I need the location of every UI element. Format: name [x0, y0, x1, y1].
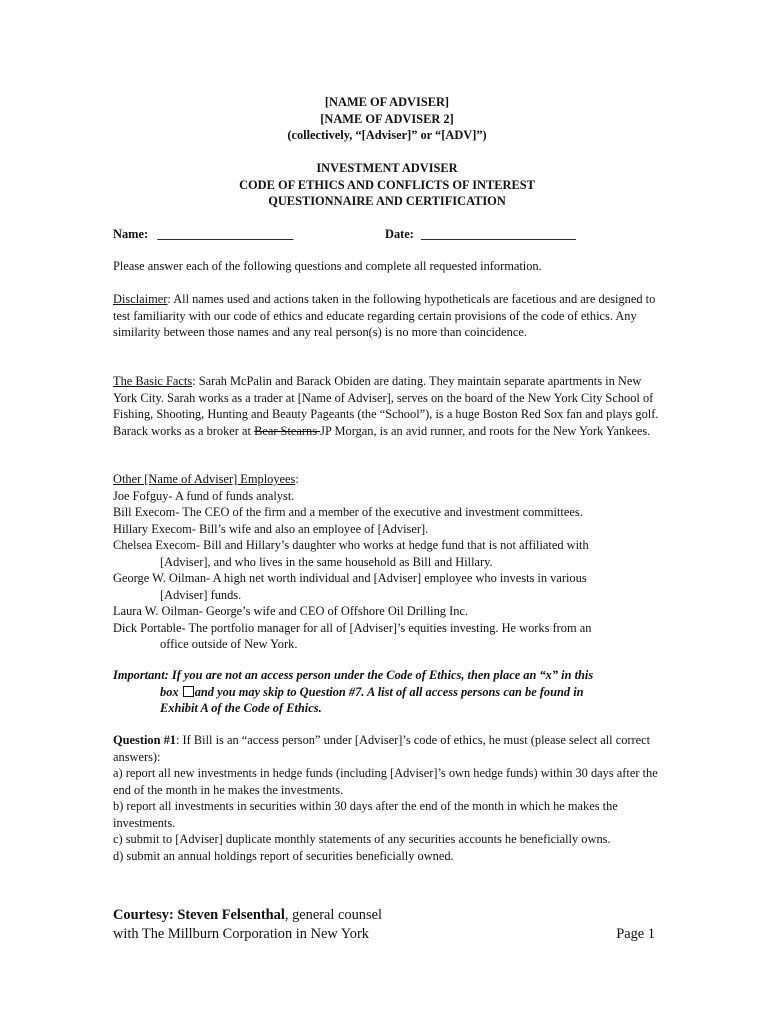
important-skip-text: and you may skip to Question #7. A list of all access persons can be found in — [194, 684, 584, 699]
document-header — [113, 94, 661, 144]
question-1 — [113, 732, 661, 864]
important-box-text: box — [160, 684, 182, 699]
name-label: Name: — [113, 227, 149, 241]
disclaimer-text: : All names used and actions taken in the following hypotheticals are facetious and are designed to test familiarity with our code of ethics and educate regarding certain provisions of the code of ethics. Any similarity between those names and any real person(s) is no more than coincidence. — [113, 292, 656, 339]
checkbox[interactable] — [183, 686, 194, 697]
courtesy-label: Courtesy: Steven Felsenthal — [113, 907, 285, 923]
footer-company: with The Millburn Corporation in New York — [113, 926, 369, 942]
employees-label: Other [Name of Adviser] Employees — [113, 472, 296, 486]
important-line-2 — [113, 684, 661, 701]
disclaimer-paragraph — [113, 291, 661, 341]
list-item: Dick Portable- The portfolio manager for all of [Adviser]’s equities investing. He works from an — [113, 620, 592, 635]
struck-text: Bear Stearns — [254, 423, 321, 438]
basic-facts-label: The Basic Facts — [113, 374, 193, 388]
list-item: George W. Oilman- A high net worth individual and [Adviser] employee who invests in various — [113, 571, 587, 585]
list-item: Chelsea Execom- Bill and Hillary’s daughter who works at hedge fund that is not affiliated with — [113, 538, 589, 552]
instructions-text: Please answer each of the following questions and complete all requested information. — [113, 259, 542, 273]
list-item: Bill Execom- The CEO of the firm and a member of the executive and investment committees. — [113, 505, 583, 519]
important-line-3: Exhibit A of the Code of Ethics. — [160, 701, 322, 715]
courtesy-rest: , general counsel — [284, 907, 382, 923]
employees-list — [113, 471, 661, 653]
name-date-row — [113, 226, 661, 243]
question-1-text: : If Bill is an “access person” under [Adviser]’s code of ethics, he must (please select all correct answers): — [113, 733, 651, 764]
disclaimer-label: Disclaimer — [113, 292, 168, 306]
employees-heading — [113, 471, 661, 488]
list-item: Laura W. Oilman- George’s wife and CEO of Offshore Oil Drilling Inc. — [113, 604, 469, 618]
list-item: Hillary Execom- Bill’s wife and also an employee of [Adviser]. — [113, 521, 429, 536]
page-number: Page 1 — [616, 926, 655, 942]
basic-facts-paragraph — [113, 373, 661, 439]
document-title — [113, 160, 661, 210]
list-item: [Adviser] funds. — [160, 587, 242, 602]
title-line-3: QUESTIONNAIRE AND CERTIFICATION — [268, 194, 506, 208]
name-field[interactable]: ______________________ — [157, 227, 294, 241]
employees-colon: : — [295, 472, 299, 486]
basic-facts-text-end: JP Morgan, is an avid runner, and roots for the New York Yankees. — [320, 423, 651, 438]
important-notice — [113, 667, 661, 717]
date-label: Date: — [385, 227, 414, 241]
answer-option: b) report all investments in securities within 30 days after the end of the month in which he makes the investments. — [113, 799, 618, 830]
adviser-name-2: [NAME OF ADVISER 2] — [320, 111, 454, 126]
adviser-name-1: [NAME OF ADVISER] — [324, 95, 450, 109]
list-item: office outside of New York. — [160, 637, 298, 651]
list-item: Joe Fofguy- A fund of funds analyst. — [113, 488, 295, 503]
basic-facts-text: : Sarah McPalin and Barack Obiden are dating. They maintain separate apartments in New York City. Sarah works as a trader at [Name of Adviser], serves on the board of the New York City School of Fishing, Shooting, Hunting and Beauty Pageants (the “School”), is a huge Boston Red Sox fan and plays golf. Barack works as a broker at — [113, 374, 659, 438]
title-line-2: CODE OF ETHICS AND CONFLICTS OF INTEREST — [239, 177, 535, 192]
date-field[interactable]: _________________________ — [421, 227, 576, 241]
list-item: [Adviser], and who lives in the same household as Bill and Hillary. — [160, 554, 493, 569]
answer-option: a) report all new investments in hedge funds (including [Adviser]’s own hedge funds) within 30 days after the end of the month in he makes the investments. — [113, 766, 658, 797]
answer-option: c) submit to [Adviser] duplicate monthly statements of any securities accounts he beneficially owns. — [113, 832, 611, 846]
footer-courtesy — [113, 906, 382, 924]
answer-option: d) submit an annual holdings report of securities beneficially owned. — [113, 848, 454, 863]
question-1-label: Question #1 — [113, 733, 176, 747]
question-1-prompt — [113, 732, 661, 765]
important-line-1: Important: If you are not an access person under the Code of Ethics, then place an “x” in this — [113, 668, 594, 682]
title-line-1: INVESTMENT ADVISER — [316, 161, 458, 175]
collective-name: (collectively, “[Adviser]” or “[ADV]”) — [287, 128, 487, 142]
